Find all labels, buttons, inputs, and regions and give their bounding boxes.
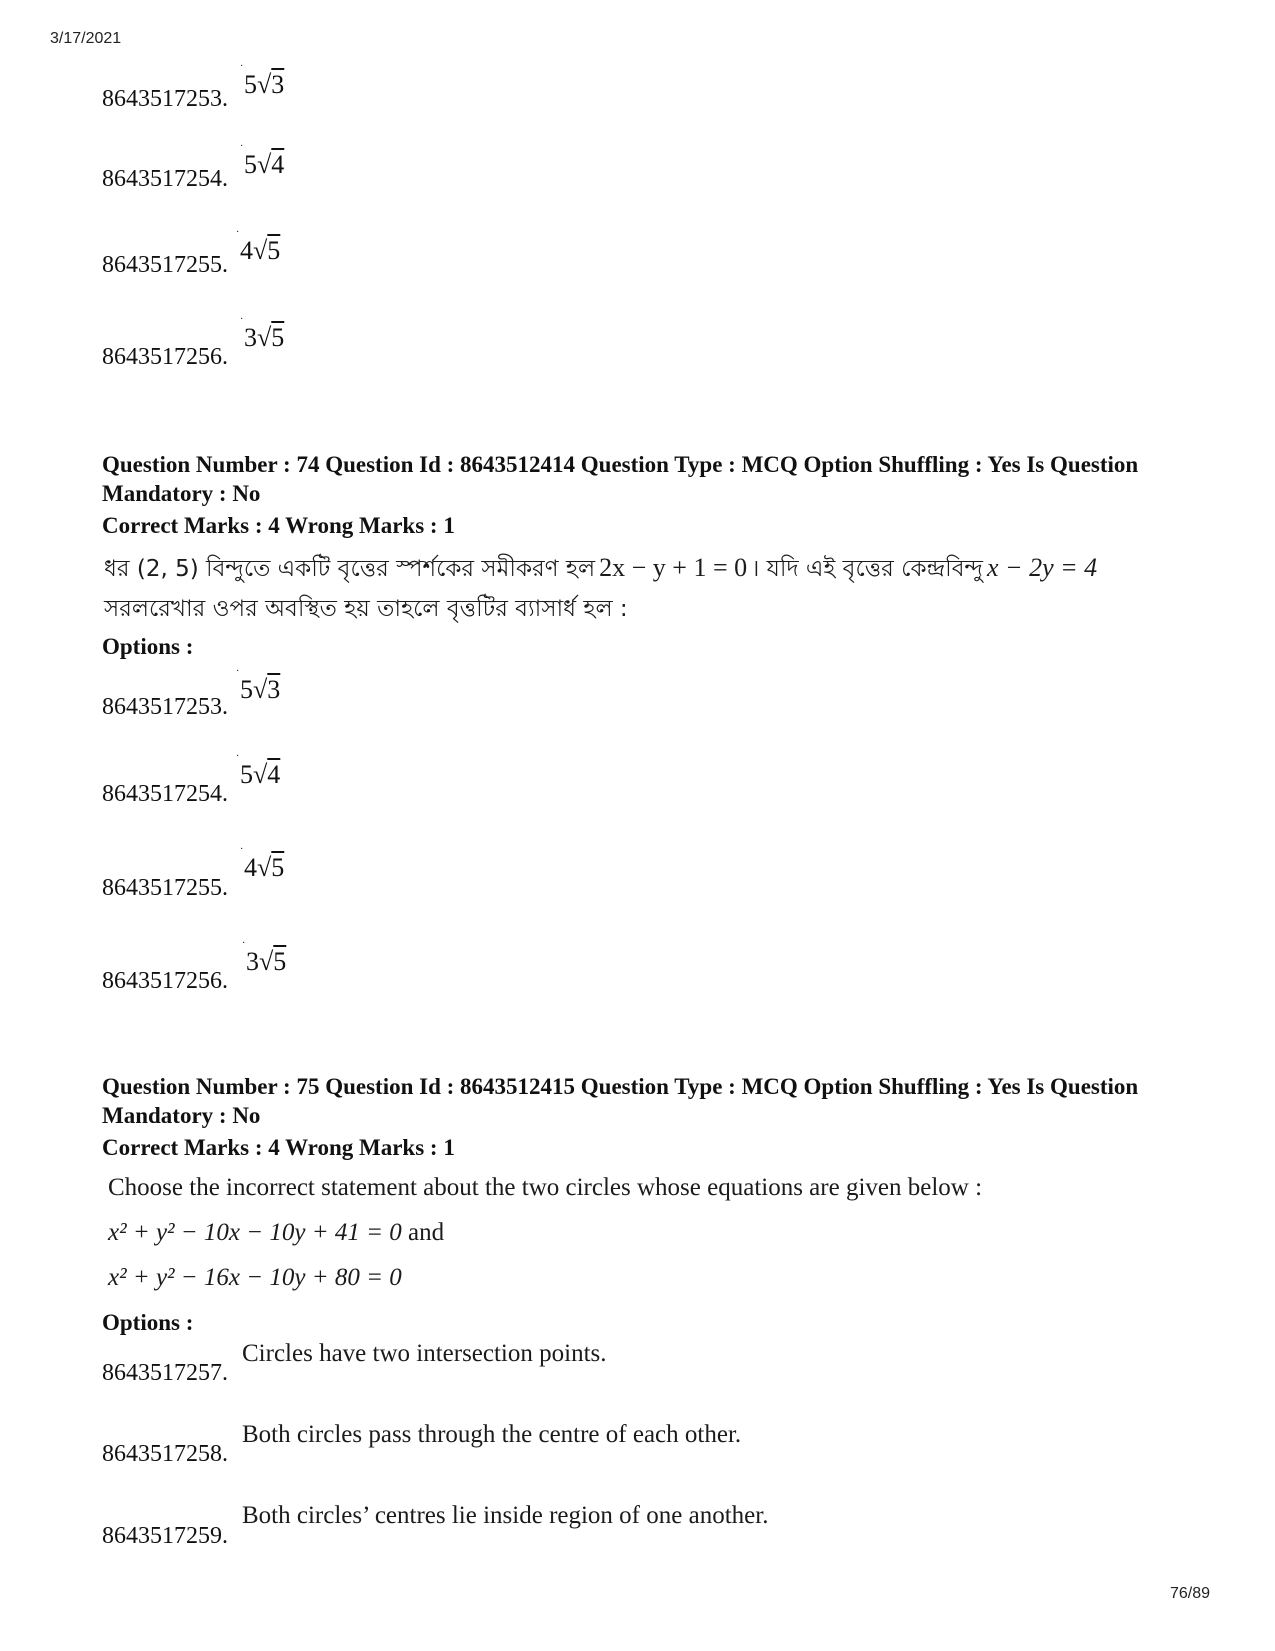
option-id: 8643517255. <box>102 252 228 278</box>
option-id: 8643517256. <box>102 968 228 994</box>
option-id: 8643517253. <box>102 694 228 720</box>
option-math: · 3√5 <box>242 938 287 976</box>
options-label: Options : <box>102 1310 194 1335</box>
print-date: 3/17/2021 <box>50 30 122 47</box>
question-marks: Correct Marks : 4 Wrong Marks : 1 <box>102 513 455 538</box>
option-math: · 5√4 <box>236 751 281 789</box>
page-number: 76/89 <box>1170 1585 1211 1602</box>
option-math: · 5√3 <box>236 666 281 704</box>
question-text-line: সরলরেখার ওপর অবস্থিত হয় তাহলে বৃত্তটির ব্যাসার্ধ হল : <box>104 596 628 622</box>
option-id: 8643517259. <box>102 1523 228 1549</box>
options-label: Options : <box>102 634 194 659</box>
option-text: Both circles pass through the centre of each other. <box>242 1421 742 1448</box>
option-math: · 4√5 <box>240 844 285 882</box>
question-text-line: ধর (2, 5) বিন্দুতে একটি বৃত্তের স্পর্শকের সমীকরণ হল 2x − y + 1 = 0 । যদি এই বৃত্তের কেন্দ্রবিন্দু x − 2y = 4 <box>104 553 1098 582</box>
option-id: 8643517255. <box>102 875 228 901</box>
option-math: · 5√3 <box>240 61 285 99</box>
option-id: 8643517254. <box>102 781 228 807</box>
option-id: 8643517258. <box>102 1441 228 1467</box>
equation-1: x² + y² − 10x − 10y + 41 = 0 and <box>108 1219 445 1246</box>
equation-2: x² + y² − 16x − 10y + 80 = 0 <box>108 1264 402 1291</box>
question-text: Choose the incorrect statement about the two circles whose equations are given below : <box>108 1174 983 1201</box>
option-id: 8643517256. <box>102 344 228 370</box>
option-text: Circles have two intersection points. <box>242 1340 607 1367</box>
option-math: · 3√5 <box>240 314 285 352</box>
option-math: · 5√4 <box>240 141 285 179</box>
option-math: · 4√5 <box>236 227 281 265</box>
question-marks: Correct Marks : 4 Wrong Marks : 1 <box>102 1135 455 1160</box>
option-id: 8643517257. <box>102 1360 228 1386</box>
question-header: Question Number : 75 Question Id : 8643512415 Question Type : MCQ Option Shuffling : Yes Is Question Mandatory : No <box>102 1074 1139 1128</box>
option-id: 8643517253. <box>102 86 228 112</box>
option-id: 8643517254. <box>102 166 228 192</box>
option-text: Both circles’ centres lie inside region of one another. <box>242 1502 769 1529</box>
question-header: Question Number : 74 Question Id : 8643512414 Question Type : MCQ Option Shuffling : Yes Is Question Mandatory : No <box>102 452 1139 506</box>
